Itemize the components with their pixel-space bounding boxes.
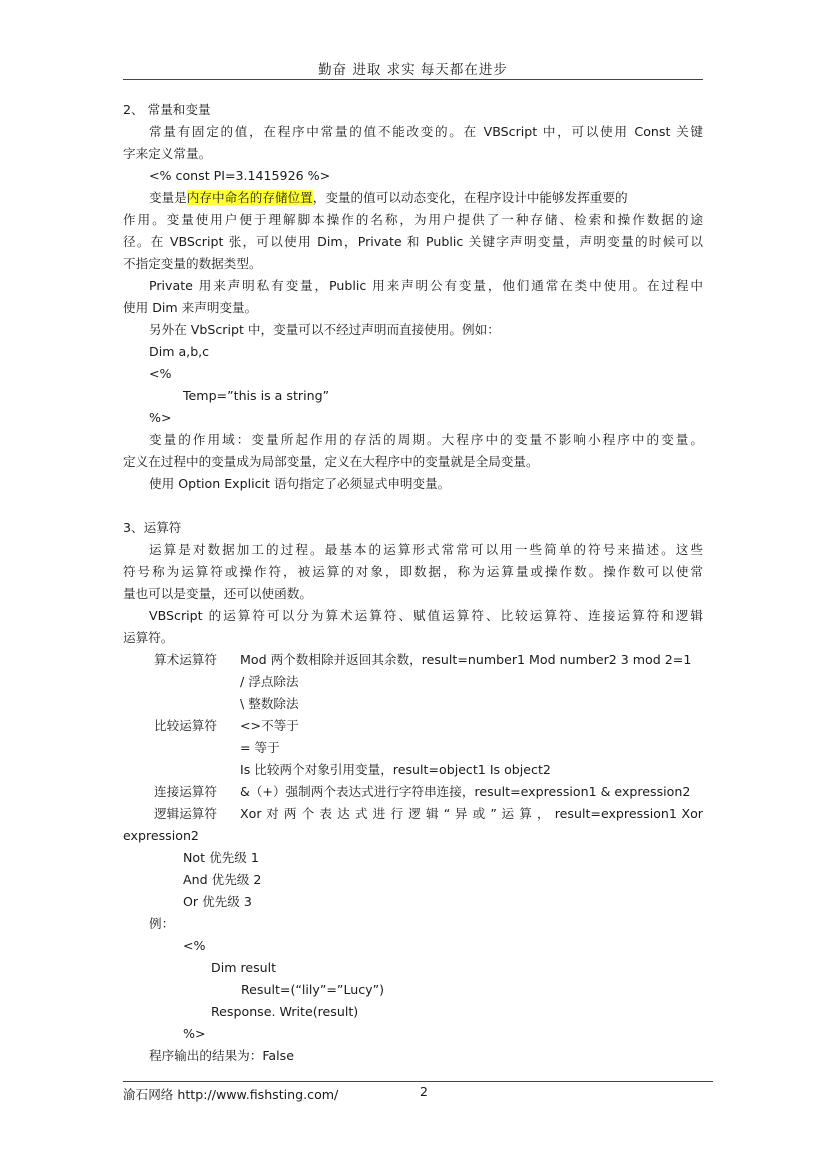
code-line: %>	[183, 1026, 206, 1041]
paragraph-line: expression2	[123, 828, 199, 843]
operator-row	[123, 671, 703, 693]
code-line: <%	[183, 938, 206, 953]
footer-divider	[123, 1081, 713, 1082]
code-line: Response. Write(result)	[211, 1004, 359, 1019]
priority-line: Or 优先级 3	[183, 894, 252, 909]
paragraph-line: 常量有固定的值，在程序中常量的值不能改变的。在 VBScript 中，可以使用 Const 关键	[149, 124, 703, 139]
operator-category: 逻辑运算符	[154, 806, 217, 821]
operator-desc: <>不等于	[240, 718, 299, 733]
page-header: 勤奋 进取 求实 每天都在进步	[318, 62, 508, 78]
code-line: Dim result	[211, 960, 277, 975]
page-number: 2	[420, 1084, 429, 1099]
operator-desc: Mod 两个数相除并返回其余数，result=number1 Mod number2 3 mod 2=1	[240, 652, 692, 667]
operator-desc: / 浮点除法	[240, 674, 299, 689]
code-line: <%	[149, 366, 172, 381]
operator-desc: \ 整数除法	[240, 696, 299, 711]
operator-row	[123, 693, 703, 715]
operator-desc: &（+）强制两个表达式进行字符串连接，result=expression1 & expression2	[240, 784, 691, 799]
paragraph-line: 运算是对数据加工的过程。最基本的运算形式常常可以用一些简单的符号来描述。这些	[149, 542, 703, 557]
section-heading-constants: 2、 常量和变量	[123, 102, 211, 117]
operator-desc: = 等于	[240, 740, 280, 755]
operator-desc: Xor 对 两 个 表 达 式 进 行 逻 辑 “ 异 或 ” 运 算 ， result=expression1 Xor	[240, 806, 703, 821]
priority-line: Not 优先级 1	[183, 850, 259, 865]
paragraph-line: 不指定变量的数据类型。	[123, 256, 262, 271]
text-span: 变量是	[149, 190, 187, 205]
code-line: %>	[149, 410, 172, 425]
code-line: <% const PI=3.1415926 %>	[149, 168, 331, 183]
operator-row-comparison	[123, 715, 703, 737]
footer-text: 渝石网络 http://www.fishsting.com/	[123, 1087, 339, 1102]
paragraph-line: 符号称为运算符或操作符，被运算的对象，即数据，称为运算量或操作数。操作数可以使常	[123, 564, 703, 579]
paragraph-line: 变量的作用域：变量所起作用的存活的周期。大程序中的变量不影响小程序中的变量。	[149, 432, 703, 447]
operator-row-concat	[123, 781, 703, 803]
paragraph-line: 量也可以是变量，还可以使函数。	[123, 586, 312, 601]
operator-row	[123, 759, 703, 781]
operator-desc: Is 比较两个对象引用变量，result=object1 Is object2	[240, 762, 551, 777]
operator-category: 比较运算符	[154, 718, 217, 733]
paragraph-line: 径。在 VBScript 张，可以使用 Dim，Private 和 Public 关键字声明变量，声明变量的时候可以	[123, 234, 703, 249]
priority-line: And 优先级 2	[183, 872, 262, 887]
paragraph-line: 使用 Dim 来声明变量。	[123, 300, 258, 315]
paragraph-line: 使用 Option Explicit 语句指定了必须显式申明变量。	[149, 476, 451, 491]
code-line: Result=(“lily”=”Lucy”)	[241, 982, 385, 997]
paragraph-line: 作用。变量使用户便于理解脚本操作的名称，为用户提供了一种存储、检索和操作数据的途	[123, 212, 703, 227]
paragraph-line: 程序输出的结果为：False	[149, 1048, 294, 1063]
paragraph-line: 字来定义常量。	[123, 146, 212, 161]
paragraph-line: 另外在 VbScript 中，变量可以不经过声明而直接使用。例如：	[149, 322, 500, 337]
operator-category: 算术运算符	[154, 652, 217, 667]
paragraph-line: VBScript 的运算符可以分为算术运算符、赋值运算符、比较运算符、连接运算符和逻辑	[149, 608, 703, 623]
operator-row-arithmetic	[123, 649, 703, 671]
operator-category: 连接运算符	[154, 784, 217, 799]
code-line: Dim a,b,c	[149, 344, 210, 359]
example-label: 例：	[149, 916, 175, 931]
paragraph-line	[123, 187, 703, 209]
highlighted-text: 内存中命名的存储位置	[186, 190, 313, 205]
operator-row-logic	[123, 803, 703, 825]
section-heading-operators: 3、运算符	[123, 520, 182, 535]
paragraph-line: 运算符。	[123, 630, 174, 645]
text-span: ，变量的值可以动态变化，在程序设计中能够发挥重要的	[312, 190, 628, 205]
document-body	[123, 99, 703, 1067]
spacer	[123, 495, 703, 517]
page-footer	[123, 1084, 429, 1103]
paragraph-line: Private 用来声明私有变量，Public 用来声明公有变量，他们通常在类中使用。在过程中	[149, 278, 703, 293]
header-divider	[123, 79, 703, 80]
paragraph-line: 定义在过程中的变量成为局部变量，定义在大程序中的变量就是全局变量。	[123, 454, 539, 469]
code-line: Temp=”this is a string”	[183, 388, 330, 403]
operator-row	[123, 737, 703, 759]
